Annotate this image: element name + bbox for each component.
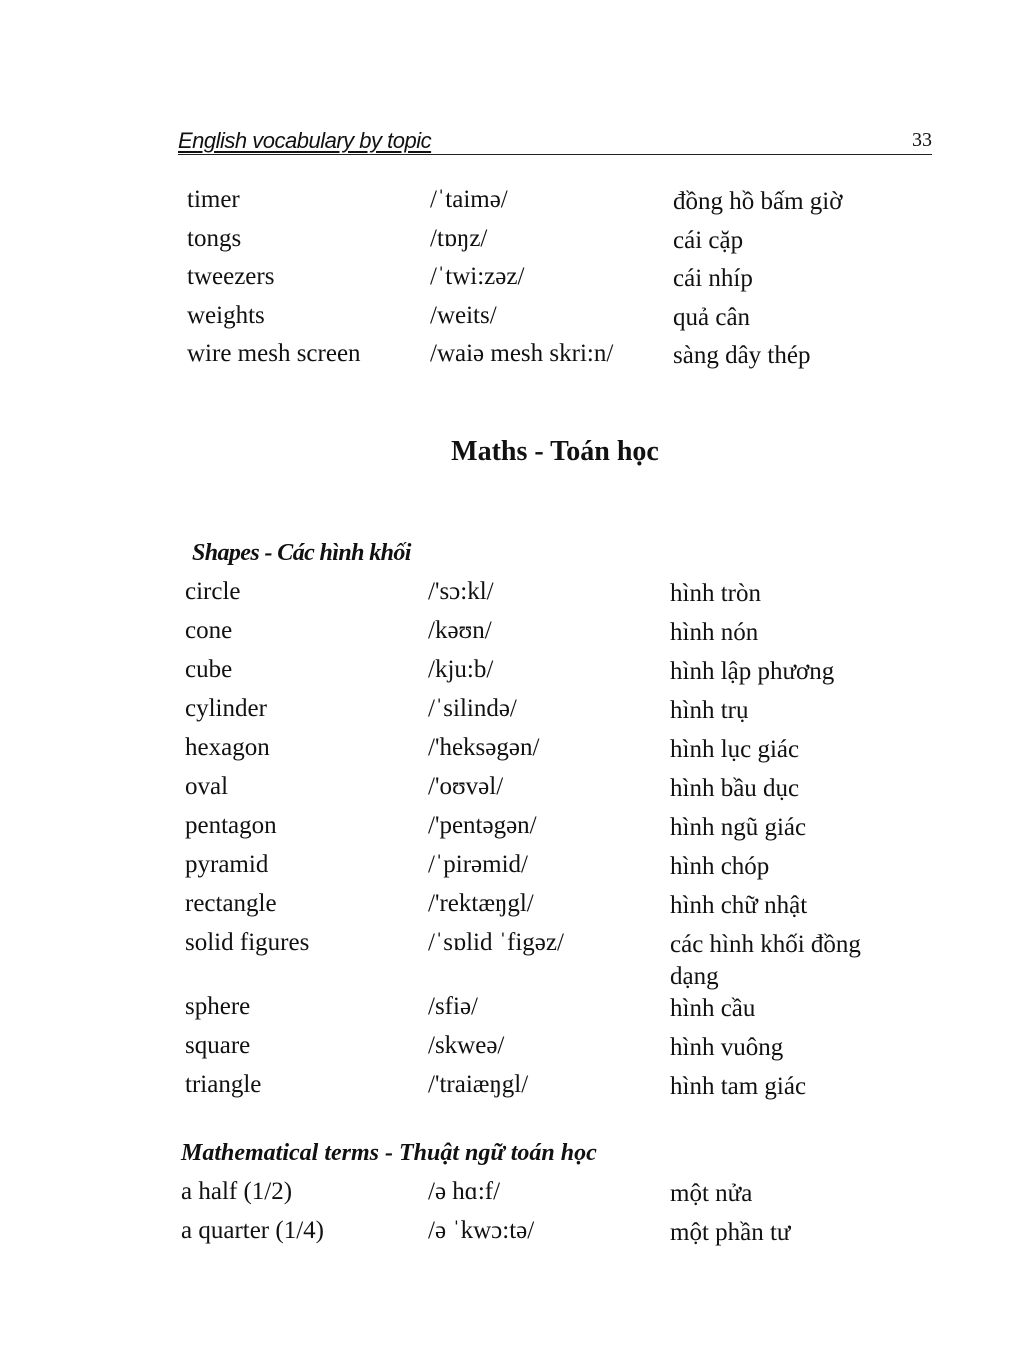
vocab-meaning: hình cầu	[670, 995, 756, 1022]
vocab-phonetic: /ˈsɒlid ˈfigəz/	[428, 929, 564, 956]
vocab-meaning: sàng dây thép	[673, 342, 811, 369]
vocab-row	[185, 1071, 870, 1110]
vocab-word: oval	[185, 773, 229, 800]
vocab-word: timer	[187, 186, 240, 213]
vocab-row	[185, 890, 870, 929]
vocab-row	[185, 695, 870, 734]
vocab-word: wire mesh screen	[187, 340, 361, 367]
math-terms-heading: Mathematical terms - Thuật ngữ toán học	[181, 1140, 597, 1166]
vocab-word: solid figures	[185, 929, 310, 956]
vocab-meaning: cái nhíp	[673, 265, 753, 292]
vocab-row	[187, 225, 842, 264]
vocab-phonetic: /'heksəgən/	[428, 734, 540, 761]
vocab-word: square	[185, 1032, 251, 1059]
vocab-meaning: quả cân	[673, 303, 751, 331]
vocab-row	[181, 1178, 790, 1217]
vocab-phonetic: /'rektæŋgl/	[428, 890, 534, 917]
vocab-phonetic: /ə hɑ:f/	[428, 1178, 501, 1205]
vocab-phonetic: /'oʊvəl/	[428, 773, 504, 800]
vocab-word: weights	[187, 301, 265, 329]
vocab-meaning: hình nón	[670, 619, 759, 646]
vocab-meaning: hình tròn	[670, 580, 761, 607]
vocab-row	[185, 851, 870, 890]
vocab-word: tweezers	[187, 263, 275, 290]
header-title: English vocabulary by topic	[178, 128, 432, 153]
vocab-phonetic: /ˈtaimə/	[430, 186, 508, 213]
vocab-word: cone	[185, 617, 233, 644]
vocab-phonetic: /'traiæŋgl/	[428, 1071, 529, 1098]
vocab-phonetic: /tɒŋz/	[430, 224, 488, 252]
vocab-word: tongs	[187, 224, 242, 252]
shapes-heading: Shapes - Các hình khối	[192, 540, 411, 566]
vocab-word: sphere	[185, 993, 251, 1020]
vocab-word: pentagon	[185, 812, 277, 839]
vocab-phonetic: /skweə/	[428, 1032, 505, 1059]
vocab-word: pyramid	[185, 851, 269, 878]
vocab-row	[187, 340, 842, 379]
vocab-meaning: đồng hồ bấm giờ	[673, 188, 843, 215]
vocab-phonetic: /'pentəgən/	[428, 812, 537, 839]
vocab-phonetic: /kju:b/	[428, 656, 494, 683]
vocab-word: rectangle	[185, 890, 277, 917]
vocab-row	[187, 302, 842, 341]
vocab-meaning: một nửa	[670, 1180, 753, 1207]
math-terms-table	[181, 1178, 790, 1256]
vocab-row	[185, 617, 870, 656]
vocabulary-table-continued	[187, 186, 842, 379]
vocab-row	[185, 929, 870, 993]
vocab-meaning: một phần tư	[670, 1219, 791, 1246]
vocab-row	[181, 1217, 790, 1256]
vocab-row	[185, 578, 870, 617]
vocab-phonetic: /sfiə/	[428, 993, 478, 1020]
page-number: 33	[912, 129, 932, 151]
vocab-meaning: hình vuông	[670, 1034, 784, 1061]
vocab-word: cylinder	[185, 695, 267, 722]
vocab-meaning: các hình khối đồng dạng	[670, 931, 861, 990]
vocab-meaning: hình ngũ giác	[670, 814, 807, 841]
vocab-meaning: hình lục giác	[670, 736, 800, 763]
vocab-phonetic: /kəʊn/	[428, 617, 492, 644]
vocab-row	[187, 263, 842, 302]
vocab-phonetic: /waiə mesh skri:n/	[430, 340, 614, 367]
vocab-meaning: hình tam giác	[670, 1073, 807, 1100]
vocab-phonetic: /ə ˈkwɔ:tə/	[428, 1217, 535, 1244]
vocab-meaning: hình chữ nhật	[670, 892, 808, 919]
vocab-row	[185, 993, 870, 1032]
vocab-row	[185, 773, 870, 812]
section-title: Maths - Toán học	[451, 436, 659, 467]
vocab-word: a quarter (1/4)	[181, 1217, 324, 1244]
vocab-phonetic: /weits/	[430, 301, 497, 329]
running-header	[178, 126, 932, 155]
vocab-meaning: hình trụ	[670, 697, 749, 724]
vocab-row	[185, 656, 870, 695]
vocab-phonetic: /ˈpirəmid/	[428, 851, 528, 878]
vocab-meaning: hình bầu dục	[670, 775, 800, 802]
vocab-word: triangle	[185, 1071, 262, 1098]
shapes-table	[185, 578, 870, 1110]
vocab-word: a half (1/2)	[181, 1178, 293, 1205]
vocab-word: circle	[185, 578, 241, 605]
vocab-meaning: hình lập phương	[670, 658, 835, 685]
vocab-meaning: hình chóp	[670, 853, 770, 880]
vocab-meaning: cái cặp	[673, 226, 744, 254]
vocab-phonetic: /'sɔ:kl/	[428, 578, 494, 605]
vocab-phonetic: /ˈsilində/	[428, 695, 517, 722]
vocab-phonetic: /ˈtwi:zəz/	[430, 263, 525, 290]
vocab-row	[185, 734, 870, 773]
vocab-row	[185, 1032, 870, 1071]
vocab-word: hexagon	[185, 734, 270, 761]
vocab-row	[185, 812, 870, 851]
vocab-row	[187, 186, 842, 225]
vocab-word: cube	[185, 656, 233, 683]
